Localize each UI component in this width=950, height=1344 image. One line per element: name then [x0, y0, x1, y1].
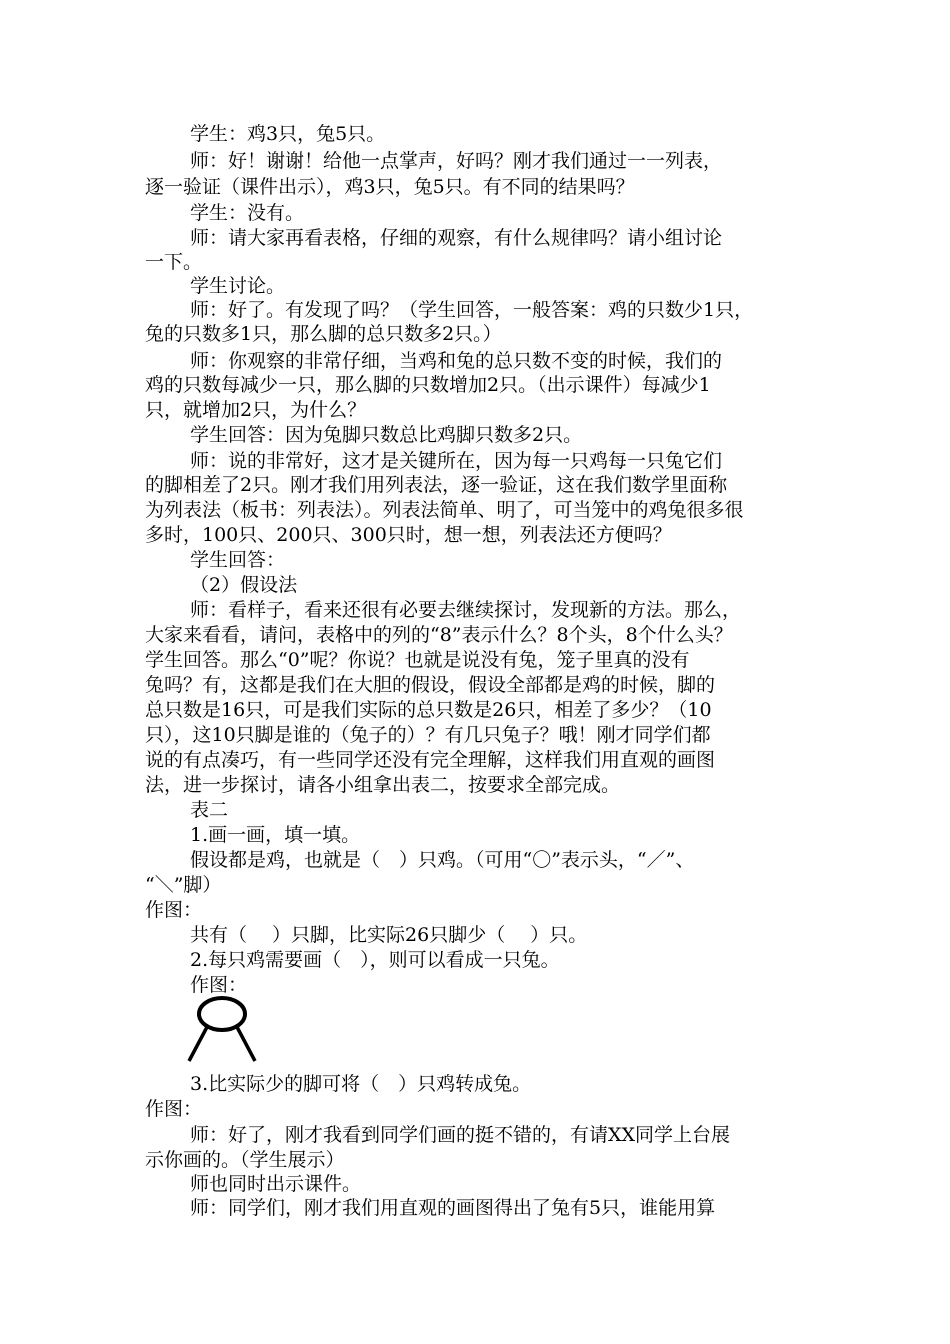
text-line: 师也同时出示课件。 [190, 1173, 362, 1195]
text-line: 鸡的只数每减少一只，那么脚的只数增加2只。（出示课件）每减少1 [145, 374, 711, 396]
text-line: 兔的只数多1只，那么脚的总只数多2只。） [145, 323, 502, 345]
text-line: 师：好了。有发现了吗？（学生回答，一般答案：鸡的只数少1只， [190, 299, 754, 321]
text-line: 法，进一步探讨，请各小组拿出表二，按要求全部完成。 [145, 774, 621, 796]
text-line: 2.每只鸡需要画（ ），则可以看成一只兔。 [190, 949, 560, 971]
text-line: 作图： [145, 1098, 203, 1120]
text-line: 作图： [145, 899, 203, 921]
text-line: 学生：鸡3只，兔5只。 [190, 123, 386, 145]
text-line: 多时，100只、200只、300只时，想一想，列表法还方便吗？ [145, 524, 672, 546]
text-line: 师：说的非常好，这才是关键所在，因为每一只鸡每一只兔它们 [190, 450, 723, 472]
text-line: 学生回答。那么“0”呢？你说？也就是说没有兔，笼子里真的没有 [145, 649, 690, 671]
text-line: 示你画的。（学生展示） [145, 1149, 345, 1171]
text-line: 学生回答： [190, 549, 286, 571]
text-line: 大家来看看，请问，表格中的列的“8”表示什么？8个头，8个什么头？ [145, 624, 733, 646]
text-line: 师：好了，刚才我看到同学们画的挺不错的，有请XX同学上台展 [190, 1124, 731, 1146]
text-line: 假设都是鸡，也就是（ ）只鸡。（可用“〇”表示头，“／”、 [190, 849, 695, 871]
text-line: 师：看样子，看来还很有必要去继续探讨，发现新的方法。那么， [190, 599, 742, 621]
text-line: 说的有点凑巧，有一些同学还没有完全理解，这样我们用直观的画图 [145, 749, 716, 771]
text-line: 1.画一画，填一填。 [190, 824, 361, 846]
text-line: 只，就增加2只，为什么？ [145, 399, 367, 421]
text-line: “＼”脚） [145, 874, 222, 896]
text-line: 只），这10只脚是谁的（兔子的）？有几只兔子？哦！刚才同学们都 [145, 724, 711, 746]
text-line: 的脚相差了2只。刚才我们用列表法，逐一验证，这在我们数学里面称 [145, 474, 728, 496]
text-line: （2）假设法 [190, 574, 298, 596]
text-line: 师：同学们，刚才我们用直观的画图得出了兔有5只，谁能用算 [190, 1197, 716, 1219]
text-line: 总只数是16只，可是我们实际的总只数是26只，相差了多少？（10 [145, 699, 712, 721]
text-line: 为列表法（板书：列表法）。列表法简单、明了，可当笼中的鸡兔很多很 [145, 499, 744, 521]
text-line: 3.比实际少的脚可将（ ）只鸡转成兔。 [190, 1073, 532, 1095]
text-line: 师：请大家再看表格，仔细的观察，有什么规律吗？请小组讨论 [190, 227, 723, 249]
text-line: 一下。 [145, 251, 203, 273]
text-line: 学生回答：因为兔脚只数总比鸡脚只数多2只。 [190, 424, 583, 446]
text-line: 学生讨论。 [190, 275, 286, 297]
chicken-drawing-icon [182, 992, 262, 1064]
text-line: 学生：没有。 [190, 202, 305, 224]
text-line: 师：你观察的非常仔细，当鸡和兔的总只数不变的时候，我们的 [190, 350, 723, 372]
text-line: 兔吗？有，这都是我们在大胆的假设，假设全部都是鸡的时候，脚的 [145, 674, 716, 696]
text-line: 师：好！谢谢！给他一点掌声，好吗？刚才我们通过一一列表， [190, 150, 723, 172]
text-line: 共有（ ）只脚，比实际26只脚少（ ）只。 [190, 924, 588, 946]
text-line: 逐一验证（课件出示），鸡3只，兔5只。有不同的结果吗？ [145, 176, 635, 198]
text-line: 作图： [190, 974, 248, 996]
text-line: 表二 [190, 799, 229, 821]
